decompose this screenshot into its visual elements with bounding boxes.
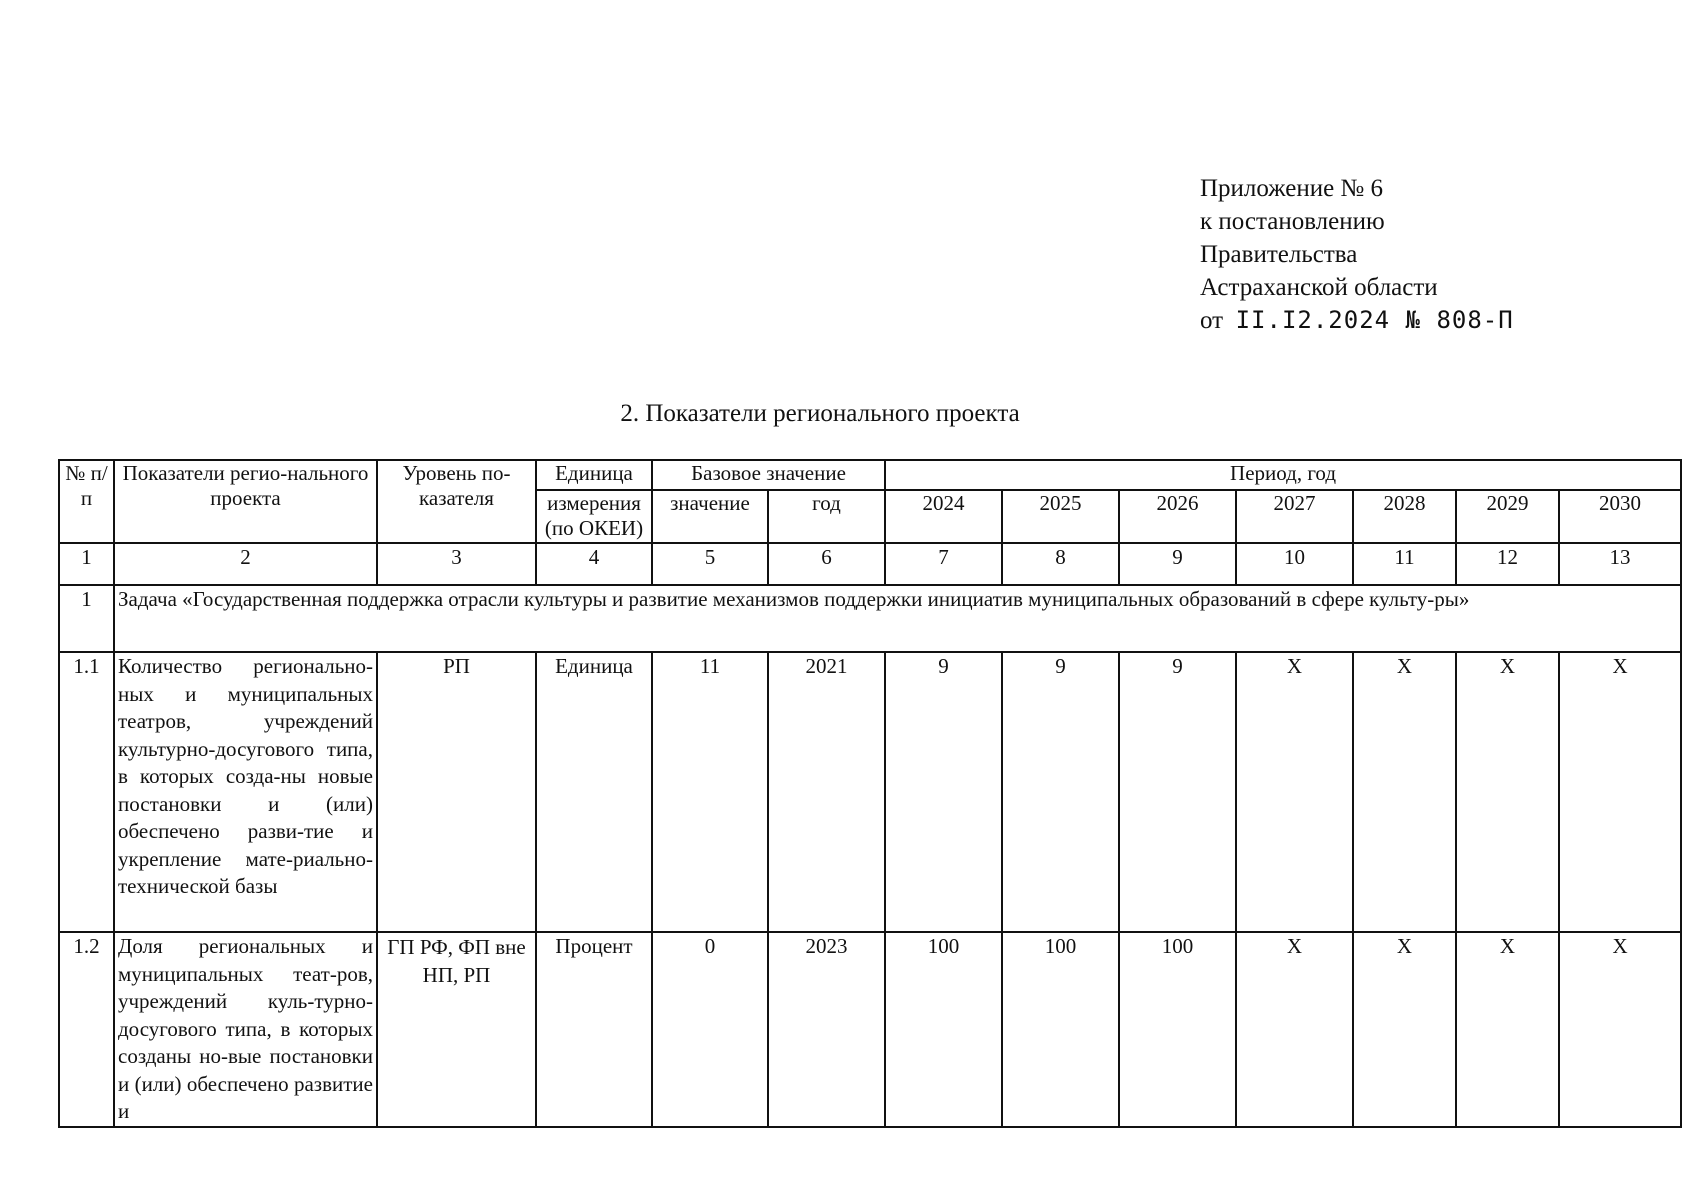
row-base-value: 0 bbox=[652, 932, 768, 1127]
table-row bbox=[59, 932, 1681, 1127]
header-indicator: Показатели регио-нального проекта bbox=[114, 460, 377, 543]
column-number: 11 bbox=[1353, 543, 1456, 585]
row-value-2028: X bbox=[1353, 932, 1456, 1127]
task-text: Задача «Государственная поддержка отрасли культуры и развитие механизмов поддержки инициатив муниципальных образований в сфере культу-ры» bbox=[114, 585, 1681, 652]
column-number: 7 bbox=[885, 543, 1002, 585]
section-title: 2. Показатели регионального проекта bbox=[620, 400, 1020, 427]
row-level: РП bbox=[377, 652, 536, 932]
task-num: 1 bbox=[59, 585, 114, 652]
row-unit: Единица bbox=[536, 652, 652, 932]
column-number: 12 bbox=[1456, 543, 1559, 585]
column-number: 4 bbox=[536, 543, 652, 585]
row-value-2027: X bbox=[1236, 932, 1353, 1127]
appendix-date-prefix: от bbox=[1200, 307, 1224, 334]
header-unit-cont: измерения (по ОКЕИ) bbox=[536, 490, 652, 543]
row-indicator: Доля региональных и муниципальных теат-ров, учреждений куль-турно-досугового типа, в которых созданы но-вые постановки и (или) обеспечено развитие и bbox=[114, 932, 377, 1127]
header-base-year: год bbox=[768, 490, 885, 543]
row-num: 1.1 bbox=[59, 652, 114, 932]
header-year-2027: 2027 bbox=[1236, 490, 1353, 543]
row-value-2024: 9 bbox=[885, 652, 1002, 932]
header-year-2026: 2026 bbox=[1119, 490, 1236, 543]
row-value-2028: X bbox=[1353, 652, 1456, 932]
row-value-2029: X bbox=[1456, 652, 1559, 932]
header-year-2024: 2024 bbox=[885, 490, 1002, 543]
appendix-line-1: Приложение № 6 bbox=[1200, 175, 1384, 202]
task-row bbox=[59, 585, 1681, 652]
header-level: Уровень по-казателя bbox=[377, 460, 536, 543]
row-base-year: 2021 bbox=[768, 652, 885, 932]
column-number: 5 bbox=[652, 543, 768, 585]
header-year-2025: 2025 bbox=[1002, 490, 1119, 543]
column-number: 13 bbox=[1559, 543, 1681, 585]
row-base-value: 11 bbox=[652, 652, 768, 932]
header-row-1 bbox=[59, 460, 1681, 490]
column-number: 1 bbox=[59, 543, 114, 585]
row-indicator: Количество регионально-ных и муниципальных театров, учреждений культурно-досугового типа, в которых созда-ны новые постановки и (или) обеспечено разви-тие и укрепление мате-риально-технической базы bbox=[114, 652, 377, 932]
indicators-table bbox=[58, 459, 1682, 1128]
appendix-date-stamp: II.I2.2024 № 808-П bbox=[1235, 306, 1514, 334]
column-number: 6 bbox=[768, 543, 885, 585]
header-year-2029: 2029 bbox=[1456, 490, 1559, 543]
row-num: 1.2 bbox=[59, 932, 114, 1127]
column-number: 8 bbox=[1002, 543, 1119, 585]
header-base-value: значение bbox=[652, 490, 768, 543]
header-period: Период, год bbox=[885, 460, 1681, 490]
column-numbers-row bbox=[59, 543, 1681, 585]
appendix-line-2: к постановлению bbox=[1200, 208, 1385, 235]
table-row bbox=[59, 652, 1681, 932]
row-value-2025: 9 bbox=[1002, 652, 1119, 932]
column-number: 3 bbox=[377, 543, 536, 585]
row-unit: Процент bbox=[536, 932, 652, 1127]
row-value-2024: 100 bbox=[885, 932, 1002, 1127]
row-value-2027: X bbox=[1236, 652, 1353, 932]
appendix-line-3: Правительства bbox=[1200, 241, 1358, 268]
row-value-2030: X bbox=[1559, 932, 1681, 1127]
appendix-line-4: Астраханской области bbox=[1200, 274, 1438, 301]
column-number: 9 bbox=[1119, 543, 1236, 585]
header-year-2030: 2030 bbox=[1559, 490, 1681, 543]
header-year-2028: 2028 bbox=[1353, 490, 1456, 543]
appendix-block bbox=[1200, 172, 1514, 337]
row-value-2029: X bbox=[1456, 932, 1559, 1127]
column-number: 10 bbox=[1236, 543, 1353, 585]
column-number: 2 bbox=[114, 543, 377, 585]
row-value-2026: 100 bbox=[1119, 932, 1236, 1127]
row-value-2025: 100 bbox=[1002, 932, 1119, 1127]
row-level: ГП РФ, ФП вне НП, РП bbox=[377, 932, 536, 1127]
row-value-2026: 9 bbox=[1119, 652, 1236, 932]
header-num: № п/п bbox=[59, 460, 114, 543]
header-base: Базовое значение bbox=[652, 460, 885, 490]
row-value-2030: X bbox=[1559, 652, 1681, 932]
row-base-year: 2023 bbox=[768, 932, 885, 1127]
appendix-date-line bbox=[1200, 304, 1514, 337]
header-unit: Единица bbox=[536, 460, 652, 490]
